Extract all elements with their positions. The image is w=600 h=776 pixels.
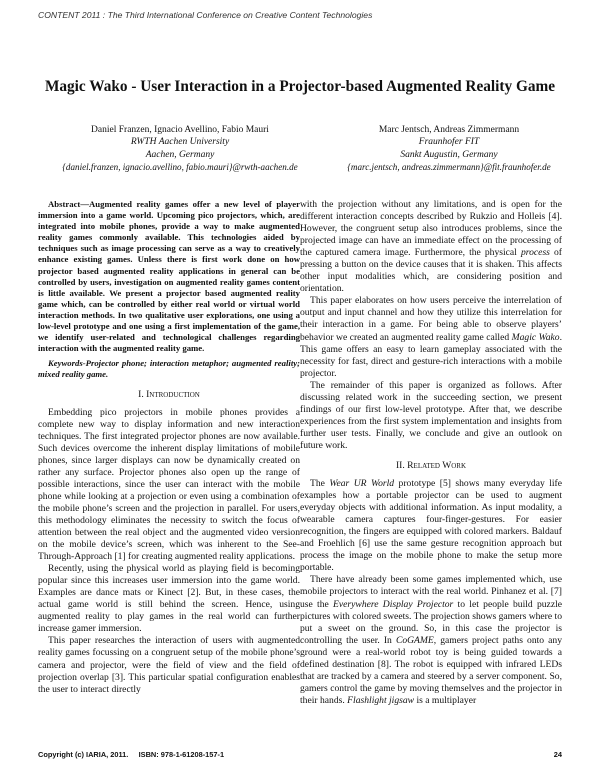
author-names: Daniel Franzen, Ignacio Avellino, Fabio Mauri [91,125,269,135]
intro-paragraph: This paper researches the interaction of users with augmented reality games focussing on a congruent setup of the mobile phone’s camera and projector, were the field of view and the field of projection overlap [3]. This particular spatial configuration enables the user to interact directly [38,635,300,695]
body-paragraph: The remainder of this paper is organized as follows. After discussing related work in the succeeding section, we present findings of our first low-level prototype. After that, we describe experiences from the first system implementation and insights from further user tests. Finally, we conclude and give an outlook on future work. [300,379,562,451]
body-paragraph: with the projection without any limitations, and is open for the different interaction concepts described by Rukzio and Holleis [4]. However, the congruent setup also introduces problems, since the projected image can have an immediate effect on the processing of the captured camera image. Furthermore, the physical process of pressing a button on the device causes that it is shaken. This affects other input modalities which, are considering position and orientation. [300,199,563,295]
intro-paragraph: Recently, using the physical world as playing field is becoming popular since this increases user immersion into the game world. Examples are dance mats or Kinect [2]. But, in these cases, the actual game world is still behind the screen. Hence, using augmented reality to play games in the real world can further increase gamer immersion. [38,563,300,635]
conference-header: CONTENT 2011 : The Third International Conference on Creative Content Technologies [38,10,373,20]
related-paragraph: The Wear UR World prototype [5] shows many everyday life examples how a portable projector can be used to augment everyday objects with additional information. As input modality, a wearable camera captures four-finger-gestures. For easier recognition, the fingers are equipped with colored markers. Baldauf and Froehlich [6] use the same gesture recognition approach but process the image on the mobile phone to make the setup more portable. [300,478,562,574]
author-names: Marc Jentsch, Andreas Zimmermann [378,125,520,135]
related-paragraph: There have already been some games implemented which, use mobile projectors to interact with the real world. Pinhanez et al. [7] use the Everywhere Display Projector to let people build puzzle pictures with colored sweets. The projection shows gamers where to put a sweet on the ground. So, in this case the projector is controlling the user. In CoGAME, gamers project paths onto any ground were a real-world robot toy is being guided towards a defined destination [8]. The robot is equipped with infrared LEDs that are tracked by a camera and steered by a server component. So, gamers control the game by moving themselves and the projector in their hands. Flashlight jigsaw is a multiplayer [300,574,563,706]
author-block-left [50,124,310,174]
author-email: {daniel.franzen, ignacio.avellino, fabio.mauri}@rwth-aachen.de [62,162,298,173]
section-heading-related-work: II. Related Work [395,459,467,471]
footer-page-number: 24 [553,750,562,759]
footer-copyright: Copyright (c) IARIA, 2011. ISBN: 978-1-61208-157-1 [38,750,225,759]
author-location: Sankt Augustin, Germany [400,149,498,160]
intro-paragraph: Embedding pico projectors in mobile phones provides a complete new way to display information and new interaction techniques. The first integrated projector phones are now available. Such devices overcome the inherent display limitations of mobile phones, since larger displays can now be dynamically created on rather any surface. Projector phones also open up the range of possible interactions, since the user can interact with the mobile phone while looking at a projection or even using a combination of the mobile phone’s screen and the projection in parallel. For users, this methodology eliminates the necessity to switch the focus of attention between the real object and the augmented video version on the mobile device’s screen, which was inherent to the See-Through-Approach [1] for creating augmented reality applications. [38,406,300,563]
author-email: {marc.jentsch, andreas.zimmermann}@fit.fraunhofer.de [347,162,551,173]
body-paragraph: This paper elaborates on how users perceive the interrelation of output and input channel and how they utilize this interrelation for their interaction in a game. For being able to observe players’ behavior we created an augmented reality game called Magic Wako. This game offers an easy to learn gameplay associated with the necessity for fast, direct and gesture-rich interactions with a mobile projector. [300,295,562,379]
author-affiliation: RWTH Aachen University [130,137,230,148]
author-location: Aachen, Germany [145,149,215,160]
left-column [38,199,300,696]
author-block-right [318,124,580,174]
paper-title: Magic Wako - User Interaction in a Projector-based Augmented Reality Game [44,78,556,95]
right-column [300,199,562,707]
author-affiliation: Fraunhofer FIT [418,137,480,148]
keywords: Keywords-Projector phone; interaction metaphor; augmented reality; mixed reality game. [38,358,300,380]
abstract: Abstract—Augmented reality games offer a new level of player immersion into a game world. Upcoming pico projectors, which, are integrated into mobile phones, provide a way to make augmented reality games commonly available. This technologies aided by techniques such as image processing can serve as a way to creatively enhance existing games. Unless there is first work done on how projector based augmented reality applications in general can be controlled by users, investigation on augmented reality games content is little available. We present a projector based augmented reality game which, can be controlled by either real world or virtual world interaction methods. In two qualitative user explorations, one using a low-level prototype and one using a first implementation of the game, we identify user-related and technological challenges regarding interaction with the augmented reality game. [38,199,300,354]
section-heading-introduction: I. Introduction [138,388,200,400]
